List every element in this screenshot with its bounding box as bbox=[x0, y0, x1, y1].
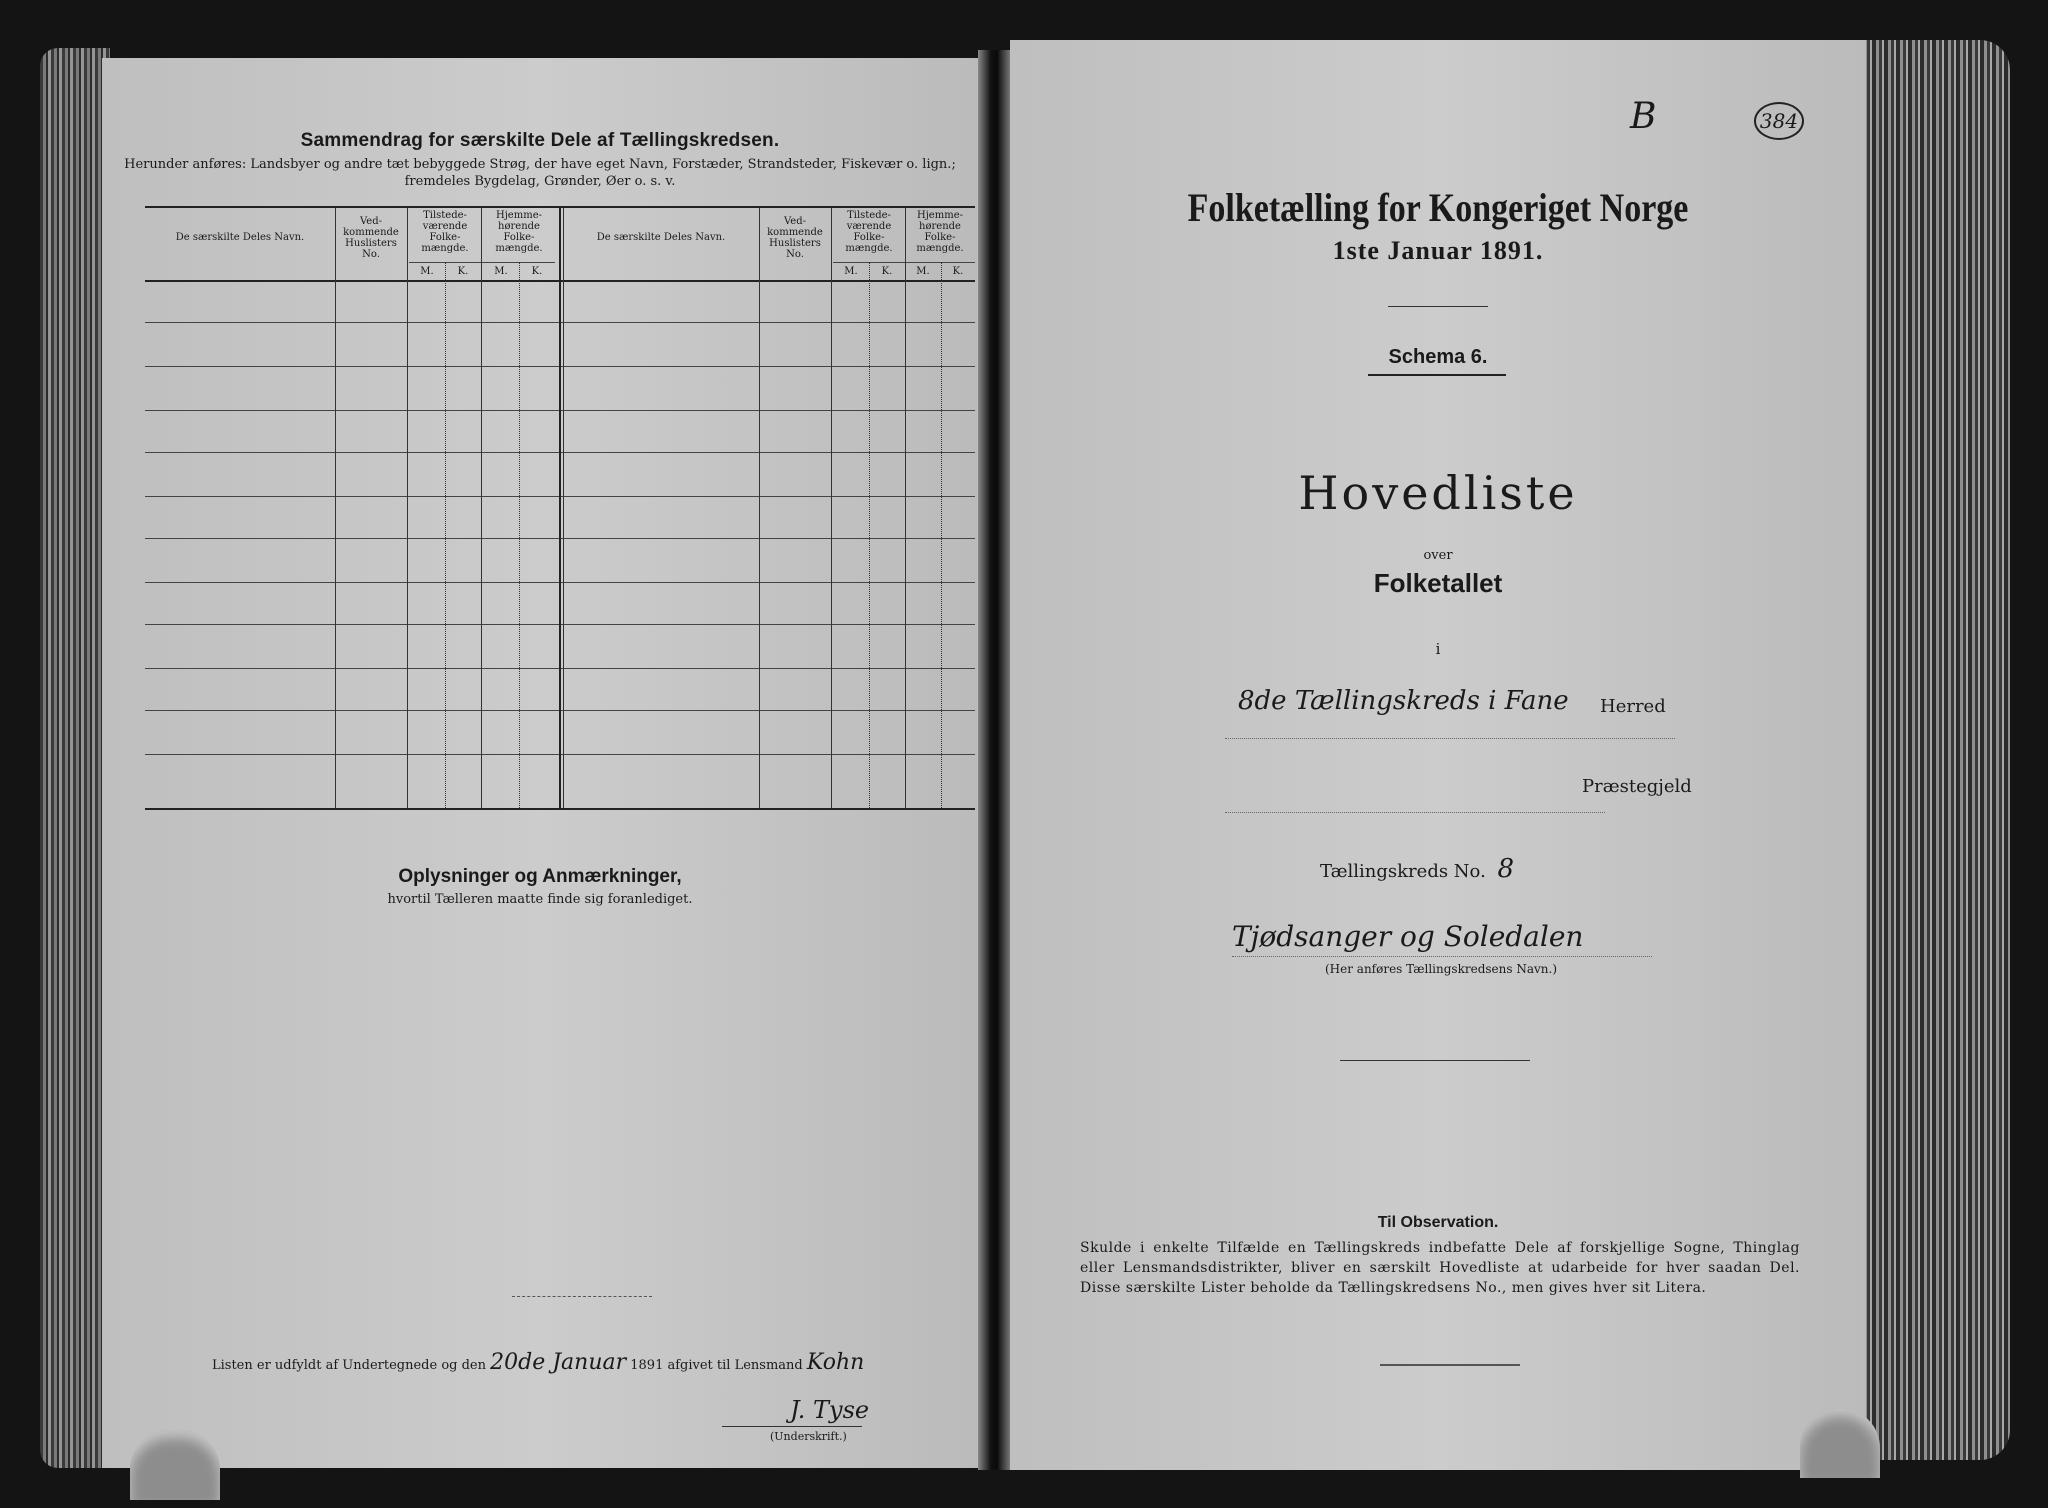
col-header-k: K. bbox=[531, 266, 543, 277]
over-label: over bbox=[1423, 548, 1453, 563]
summary-subtitle-line1: Herunder anføres: Landsbyer og andre tæt bebyggede Strøg, der have eget Navn, Forstæder, Strandsteder, Fiskevær o. lign.; bbox=[124, 157, 956, 172]
col-header-k: K. bbox=[881, 266, 893, 277]
summary-subtitle bbox=[102, 156, 978, 190]
i-label: i bbox=[1435, 640, 1441, 658]
col-header-k: K. bbox=[952, 266, 964, 277]
col-header-m: M. bbox=[916, 266, 930, 277]
signature-line bbox=[722, 1426, 862, 1427]
col-header-m: M. bbox=[844, 266, 858, 277]
left-page bbox=[102, 58, 978, 1468]
page-title: Folketælling for Kongeriget Norge bbox=[1187, 185, 1689, 230]
col-header-tilstede: Tilstede-værende Folke-mængde. bbox=[421, 210, 469, 254]
col-header-name: De særskilte Deles Navn. bbox=[175, 232, 305, 243]
col-header-huslister: Ved-kommende Huslisters No. bbox=[343, 216, 399, 260]
kreds-name-line bbox=[1232, 956, 1652, 957]
book-clip bbox=[130, 1430, 220, 1500]
observation-title: Til Observation. bbox=[1377, 1214, 1499, 1231]
divider bbox=[1380, 1364, 1520, 1366]
col-header-huslister: Ved-kommende Huslisters No. bbox=[767, 216, 823, 260]
divider bbox=[1388, 306, 1488, 307]
col-header-tilstede: Tilstede-værende Folke-mængde. bbox=[845, 210, 893, 254]
page-number-stamp: 384 bbox=[1754, 102, 1804, 140]
col-header-name: De særskilte Deles Navn. bbox=[596, 232, 726, 243]
col-header-hjemme: Hjemme-hørende Folke-mængde. bbox=[495, 210, 543, 254]
schema-underline bbox=[1368, 374, 1506, 376]
kreds-name-note: (Her anføres Tællingskredsens Navn.) bbox=[1325, 962, 1558, 976]
col-header-hjemme: Hjemme-hørende Folke-mængde. bbox=[916, 210, 964, 254]
col-header-m: M. bbox=[420, 266, 434, 277]
main-title: Hovedliste bbox=[1298, 466, 1578, 520]
book-edge-left bbox=[40, 48, 110, 1468]
book-edge-right bbox=[1860, 40, 2010, 1460]
remarks-title: Oplysninger og Anmærkninger, bbox=[398, 866, 682, 887]
taellingskreds-line bbox=[1320, 854, 1514, 884]
submission-mid: 1891 afgivet til Lensmand bbox=[630, 1358, 803, 1373]
submission-date: 20de Januar bbox=[490, 1350, 627, 1375]
herred-label: Herred bbox=[1600, 696, 1666, 717]
prestegjeld-line bbox=[1225, 812, 1605, 813]
herred-handwritten: 8de Tællingskreds i Fane bbox=[1238, 686, 1569, 716]
taellingskreds-label: Tællingskreds No. bbox=[1320, 861, 1486, 882]
summary-title: Sammendrag for særskilte Dele af Tællingskredsen. bbox=[300, 130, 780, 151]
census-date: 1ste Januar 1891. bbox=[1332, 236, 1544, 265]
signature-label: (Underskrift.) bbox=[770, 1430, 847, 1443]
divider bbox=[1340, 1060, 1530, 1061]
remarks-subtitle: hvortil Tælleren maatte finde sig foranlediget. bbox=[387, 892, 693, 907]
divider bbox=[512, 1296, 652, 1297]
signature: J. Tyse bbox=[790, 1396, 870, 1424]
kreds-name-handwritten: Tjødsanger og Soledalen bbox=[1232, 920, 1584, 953]
col-header-k: K. bbox=[457, 266, 469, 277]
taellingskreds-number: 8 bbox=[1497, 854, 1515, 884]
observation-text: Skulde i enkelte Tilfælde en Tællingskreds indbefatte Dele af forskjellige Sogne, Thinglag eller Lensmandsdistrikter, bliver en særskilt Hovedliste at udarbeide for hver saadan Del. Disse særskilte Lister beholde da Tællingskredsens No., men gives hver sit Litera. bbox=[1080, 1240, 1800, 1296]
corner-letter: B bbox=[1630, 96, 1657, 137]
submission-prefix: Listen er udfyldt af Undertegnede og den bbox=[212, 1358, 486, 1373]
submission-line bbox=[212, 1350, 864, 1375]
summary-table bbox=[145, 206, 975, 810]
herred-line bbox=[1225, 738, 1675, 739]
schema-label: Schema 6. bbox=[1388, 346, 1488, 368]
lensmand-name: Kohn bbox=[806, 1350, 865, 1375]
book-gutter bbox=[978, 50, 1010, 1470]
right-page bbox=[1010, 40, 1866, 1470]
summary-subtitle-line2: fremdeles Bygdelag, Grønder, Øer o. s. v. bbox=[404, 174, 676, 189]
folketallet-heading: Folketallet bbox=[1373, 568, 1503, 598]
book-clip bbox=[1800, 1408, 1880, 1478]
col-header-m: M. bbox=[494, 266, 508, 277]
prestegjeld-label: Præstegjeld bbox=[1582, 776, 1692, 797]
